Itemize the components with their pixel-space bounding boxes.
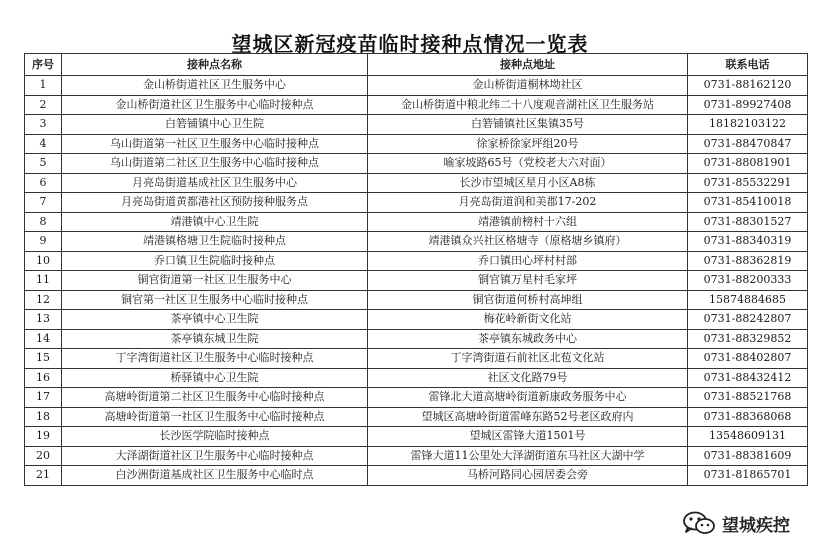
cell-no: 4 xyxy=(25,134,62,154)
wechat-icon xyxy=(682,511,716,535)
table-row xyxy=(25,368,808,388)
cell-address: 月亮岛街道润和美郡17-202 xyxy=(368,193,688,213)
table-row xyxy=(25,407,808,427)
cell-name: 桥驿镇中心卫生院 xyxy=(62,368,368,388)
header-no: 序号 xyxy=(25,54,62,76)
cell-address: 丁字湾街道石前社区北苞文化站 xyxy=(368,349,688,369)
cell-address: 喻家坡路65号（党校老大六对面） xyxy=(368,154,688,174)
table-row xyxy=(25,446,808,466)
cell-no: 16 xyxy=(25,368,62,388)
cell-no: 13 xyxy=(25,310,62,330)
cell-phone: 0731-88432412 xyxy=(688,368,808,388)
cell-name: 月亮岛街道基成社区卫生服务中心 xyxy=(62,173,368,193)
table-row xyxy=(25,76,808,96)
cell-address: 望城区雷锋大道1501号 xyxy=(368,427,688,447)
cell-no: 10 xyxy=(25,251,62,271)
cell-no: 6 xyxy=(25,173,62,193)
cell-address: 徐家桥徐家坪组20号 xyxy=(368,134,688,154)
cell-address: 雷锋北大道高塘岭街道新康政务服务中心 xyxy=(368,388,688,408)
table-row xyxy=(25,134,808,154)
header-phone: 联系电话 xyxy=(688,54,808,76)
table-row xyxy=(25,271,808,291)
cell-no: 14 xyxy=(25,329,62,349)
table-row xyxy=(25,115,808,135)
table-row xyxy=(25,349,808,369)
cell-name: 白箬铺镇中心卫生院 xyxy=(62,115,368,135)
cell-address: 梅花岭新街文化站 xyxy=(368,310,688,330)
cell-phone: 0731-88470847 xyxy=(688,134,808,154)
cell-name: 乌山街道第二社区卫生服务中心临时接种点 xyxy=(62,154,368,174)
cell-phone: 0731-88200333 xyxy=(688,271,808,291)
cell-phone: 0731-88162120 xyxy=(688,76,808,96)
cell-phone: 0731-88362819 xyxy=(688,251,808,271)
cell-address: 望城区高塘岭街道雷峰东路52号老区政府内 xyxy=(368,407,688,427)
cell-no: 2 xyxy=(25,95,62,115)
cell-name: 金山桥街道社区卫生服务中心 xyxy=(62,76,368,96)
cell-phone: 0731-88340319 xyxy=(688,232,808,252)
table-row xyxy=(25,388,808,408)
cell-name: 月亮岛街道黄都港社区预防接种服务点 xyxy=(62,193,368,213)
cell-name: 铜官第一社区卫生服务中心临时接种点 xyxy=(62,290,368,310)
table-row xyxy=(25,95,808,115)
cell-name: 长沙医学院临时接种点 xyxy=(62,427,368,447)
cell-address: 茶亭镇东城政务中心 xyxy=(368,329,688,349)
cell-name: 高塘岭街道第一社区卫生服务中心临时接种点 xyxy=(62,407,368,427)
table-row xyxy=(25,154,808,174)
table-header-row xyxy=(25,54,808,76)
cell-address: 长沙市望城区星月小区A8栋 xyxy=(368,173,688,193)
cell-name: 靖港镇格塘卫生院临时接种点 xyxy=(62,232,368,252)
cell-address: 金山桥街道桐林坳社区 xyxy=(368,76,688,96)
cell-name: 靖港镇中心卫生院 xyxy=(62,212,368,232)
table-row xyxy=(25,427,808,447)
cell-name: 大泽湖街道社区卫生服务中心临时接种点 xyxy=(62,446,368,466)
cell-name: 高塘岭街道第二社区卫生服务中心临时接种点 xyxy=(62,388,368,408)
table-row xyxy=(25,212,808,232)
table-row xyxy=(25,290,808,310)
cell-name: 茶亭镇东城卫生院 xyxy=(62,329,368,349)
table-row xyxy=(25,173,808,193)
cell-phone: 15874884685 xyxy=(688,290,808,310)
cell-phone: 0731-81865701 xyxy=(688,466,808,486)
cell-no: 8 xyxy=(25,212,62,232)
table-row xyxy=(25,310,808,330)
cell-phone: 18182103122 xyxy=(688,115,808,135)
cell-no: 12 xyxy=(25,290,62,310)
cell-address: 社区文化路79号 xyxy=(368,368,688,388)
header-name: 接种点名称 xyxy=(62,54,368,76)
table-row xyxy=(25,193,808,213)
cell-phone: 0731-88329852 xyxy=(688,329,808,349)
cell-phone: 0731-89927408 xyxy=(688,95,808,115)
account-watermark xyxy=(682,509,790,537)
cell-no: 5 xyxy=(25,154,62,174)
cell-name: 金山桥街道社区卫生服务中心临时接种点 xyxy=(62,95,368,115)
cell-no: 21 xyxy=(25,466,62,486)
cell-name: 茶亭镇中心卫生院 xyxy=(62,310,368,330)
cell-no: 15 xyxy=(25,349,62,369)
cell-name: 乌山街道第一社区卫生服务中心临时接种点 xyxy=(62,134,368,154)
watermark-label: 望城疾控 xyxy=(722,515,790,536)
cell-phone: 0731-88381609 xyxy=(688,446,808,466)
page-title: 望城区新冠疫苗临时接种点情况一览表 xyxy=(231,32,589,56)
cell-address: 靖港镇前榜村十六组 xyxy=(368,212,688,232)
cell-phone: 0731-88081901 xyxy=(688,154,808,174)
cell-name: 丁字湾街道社区卫生服务中心临时接种点 xyxy=(62,349,368,369)
cell-address: 靖港镇众兴社区格塘寺（原格塘乡镇府） xyxy=(368,232,688,252)
cell-address: 雷锋大道11公里处大泽湖街道东马社区大湖中学 xyxy=(368,446,688,466)
cell-phone: 0731-85410018 xyxy=(688,193,808,213)
cell-no: 1 xyxy=(25,76,62,96)
cell-name: 乔口镇卫生院临时接种点 xyxy=(62,251,368,271)
cell-phone: 0731-88301527 xyxy=(688,212,808,232)
cell-no: 11 xyxy=(25,271,62,291)
cell-address: 白箬铺镇社区集镇35号 xyxy=(368,115,688,135)
cell-address: 铜官街道何桥村高坤组 xyxy=(368,290,688,310)
cell-phone: 0731-88242807 xyxy=(688,310,808,330)
table-row xyxy=(25,466,808,486)
cell-address: 马桥河路同心园居委会旁 xyxy=(368,466,688,486)
cell-no: 9 xyxy=(25,232,62,252)
cell-phone: 13548609131 xyxy=(688,427,808,447)
vaccination-sites-table xyxy=(24,53,808,486)
cell-no: 17 xyxy=(25,388,62,408)
table-row xyxy=(25,329,808,349)
cell-no: 3 xyxy=(25,115,62,135)
cell-no: 18 xyxy=(25,407,62,427)
cell-name: 铜官街道第一社区卫生服务中心 xyxy=(62,271,368,291)
cell-address: 铜官镇万星村毛家坪 xyxy=(368,271,688,291)
cell-no: 20 xyxy=(25,446,62,466)
cell-address: 金山桥街道中粮北纬二十八度观音湖社区卫生服务站 xyxy=(368,95,688,115)
cell-phone: 0731-88402807 xyxy=(688,349,808,369)
cell-address: 乔口镇田心坪村村部 xyxy=(368,251,688,271)
cell-phone: 0731-88521768 xyxy=(688,388,808,408)
cell-name: 白沙洲街道基成社区卫生服务中心临时点 xyxy=(62,466,368,486)
header-address: 接种点地址 xyxy=(368,54,688,76)
table-row xyxy=(25,251,808,271)
cell-phone: 0731-85532291 xyxy=(688,173,808,193)
cell-no: 7 xyxy=(25,193,62,213)
table-body xyxy=(25,76,808,486)
cell-phone: 0731-88368068 xyxy=(688,407,808,427)
table-row xyxy=(25,232,808,252)
cell-no: 19 xyxy=(25,427,62,447)
